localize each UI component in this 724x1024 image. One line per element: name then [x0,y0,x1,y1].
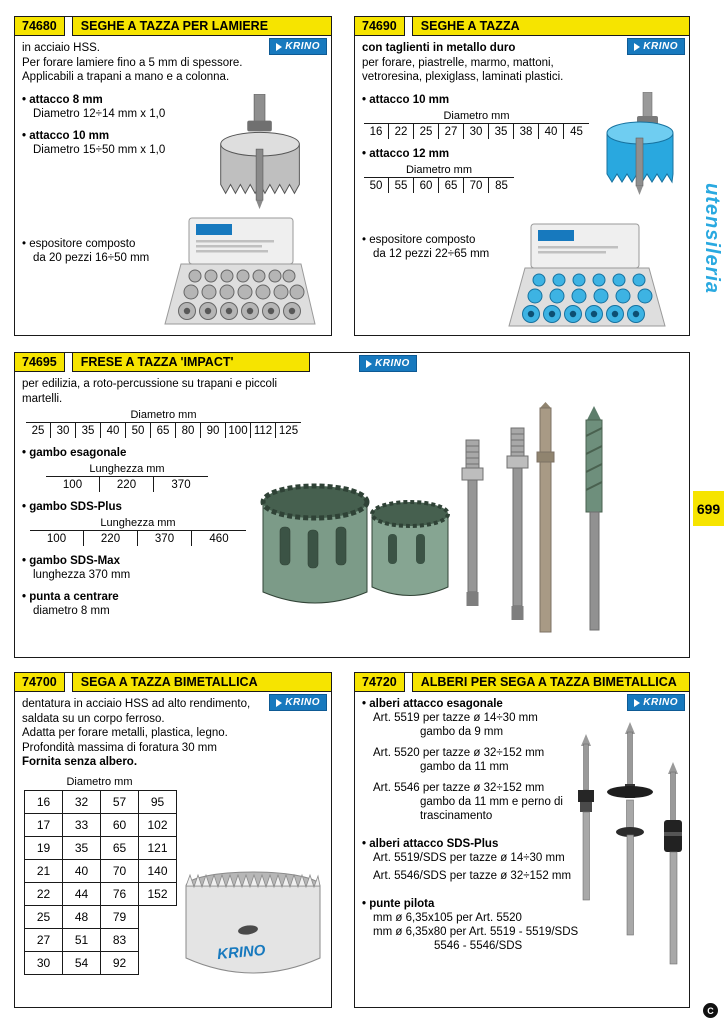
diameter-value: 55 [389,178,414,193]
description-line: con taglienti in metallo duro [362,42,516,54]
length-value: 220 [100,477,154,492]
sidebar-category-label: utensileria [701,183,723,295]
krino-logo-mark-icon [276,43,282,51]
diameter-value: 38 [514,124,539,139]
table-row [25,813,177,836]
section-content [355,36,689,335]
product-brand-text: KRINO [216,941,267,964]
feature-text: Diametro 15÷50 mm x 1,0 [33,143,166,156]
product-section-74700 [14,672,332,1008]
diameter-value: 16 [364,124,389,139]
description-line: Fornita senza albero. [22,756,138,768]
feature-title: • gambo esagonale [22,446,682,460]
feature-text: Art. 5519 per tazze ø 14÷30 mm [373,712,538,724]
table-row [25,951,177,974]
table-row [25,882,177,905]
krino-logo-mark-icon [366,360,372,368]
section-content [15,372,689,657]
feature-title: • espositore composto [22,237,162,251]
diameter-cell: 35 [63,836,101,859]
page-number-tab [693,491,724,526]
diameter-value: 70 [464,178,489,193]
feature-title: • attacco 12 mm [362,147,682,161]
diameter-value: 40 [101,423,126,438]
section-header [15,353,689,372]
diameter-cell: 33 [63,813,101,836]
length-value: 100 [30,531,84,546]
feature-text: Art. 5546/SDS per tazze ø 32÷152 mm [373,870,572,882]
diameter-value: 65 [439,178,464,193]
length-value: 220 [84,531,138,546]
feature-text: Diametro 12÷14 mm x 1,0 [33,107,166,120]
diameter-cell-empty [139,951,177,974]
diameter-row [364,177,514,193]
table-row [25,790,177,813]
diameter-cell: 30 [25,951,63,974]
product-section-74695 [14,352,690,658]
description-line: in acciaio HSS. [22,42,100,54]
catalog-code: 74720 [355,673,405,692]
krino-logo [627,38,685,55]
feature-text: Art. 5519/SDS per tazze ø 14÷30 mm [373,852,565,864]
section-title: ALBERI PER SEGA A TAZZA BIMETALLICA [412,673,689,692]
diameter-cell: 70 [101,859,139,882]
catalog-code: 74680 [15,17,65,36]
krino-logo-text: KRINO [285,41,320,52]
diameter-cell: 21 [25,859,63,882]
diameter-value: 45 [570,125,583,138]
feature-item [22,237,162,265]
length-value: 100 [46,477,100,492]
section-content [15,692,331,1007]
feature-title: • alberi attacco SDS-Plus [362,837,682,851]
diameter-value: 35 [489,124,514,139]
diameter-value: 60 [414,178,439,193]
feature-title: • espositore composto [362,233,502,247]
feature-title: • attacco 10 mm [362,93,682,107]
diameter-value: 112 [251,423,276,438]
feature-title: • punte pilota [362,897,682,911]
table-row [25,859,177,882]
diameter-value: 27 [439,124,464,139]
feature-text: mm ø 6,35x105 per Art. 5520 [373,912,522,924]
length-table [30,517,246,546]
description-line: per forare, piastrelle, marmo, mattoni, [362,56,554,69]
feature-title: • gambo SDS-Max [22,554,682,568]
diameter-cell: 92 [101,951,139,974]
feature-text: lunghezza 370 mm [33,569,131,581]
feature-text: gambo da 9 mm [420,726,504,738]
length-table [46,463,208,492]
product-image-hole-saw-carbide [593,92,687,208]
feature-title: • alberi attacco esagonale [362,697,682,711]
copyright-icon: C [703,1003,718,1018]
length-row [30,530,246,546]
diameter-header: Diametro mm [405,163,472,176]
diameter-cell: 48 [63,905,101,928]
product-section-74680 [14,16,332,336]
section-header [355,673,689,692]
feature-title: • attacco 10 mm [22,129,324,143]
diameter-cell: 51 [63,928,101,951]
diameter-cell: 140 [139,859,177,882]
diameter-value: 125 [278,425,299,437]
krino-logo [269,694,327,711]
catalog-code: 74690 [355,17,405,36]
diameter-table [364,110,589,139]
page-number: 699 [696,500,721,517]
diameter-value: 30 [51,423,76,438]
diameter-cell: 79 [101,905,139,928]
krino-logo [627,694,685,711]
table-row [25,928,177,951]
table-row [25,836,177,859]
diameter-value: 22 [389,124,414,139]
description-line: vetroresina, plexiglass, laminati plastici. [362,71,564,83]
product-section-74720 [354,672,690,1008]
description-line: dentatura in acciaio HSS ad alto rendimento, [22,698,251,710]
length-header: Lunghezza mm [100,517,176,529]
diameter-value: 25 [26,423,51,438]
description-line: Adatta per forare metalli, plastica, legno. [22,727,228,739]
product-image-hole-saw-hss [203,94,321,214]
diameter-cell: 19 [25,836,63,859]
section-content [355,692,689,1007]
feature-title: • attacco 8 mm [22,93,324,107]
product-section-74690 [354,16,690,336]
diameter-cell: 57 [101,790,139,813]
description-line: Profondità massima di foratura 30 mm [22,741,217,754]
diameter-cell-empty [139,905,177,928]
diameter-value: 50 [364,178,389,193]
diameter-cell: 60 [101,813,139,836]
feature-title: • punta a centrare [22,590,682,604]
krino-logo-mark-icon [634,43,640,51]
diameter-cell: 32 [63,790,101,813]
feature-text: da 12 pezzi 22÷65 mm [373,247,490,260]
feature-text: Art. 5520 per tazze ø 32÷152 mm [373,747,545,759]
table-row [25,905,177,928]
diameter-cell: 22 [25,882,63,905]
section-title: FRESE A TAZZA 'IMPACT' [72,353,310,372]
diameter-cell: 27 [25,928,63,951]
diameter-value: 100 [226,423,251,438]
feature-text: gambo da 11 mm [420,761,509,773]
feature-text: trascinamento [420,810,493,822]
length-header: Lunghezza mm [89,463,165,475]
diameter-value: 25 [414,124,439,139]
description-line: per edilizia, a roto-percussione su trapani e piccoli [22,378,278,390]
krino-logo-text: KRINO [375,358,410,369]
feature-item [362,233,502,261]
diameter-cell: 76 [101,882,139,905]
krino-logo-mark-icon [276,699,282,707]
section-title: SEGHE A TAZZA [412,17,689,36]
diameter-table [364,164,514,193]
krino-logo-text: KRINO [643,41,678,52]
diameter-cell: 54 [63,951,101,974]
description-line: saldata su un corpo ferroso. [22,712,165,725]
length-value: 370 [171,479,191,491]
section-title: SEGHE A TAZZA PER LAMIERE [72,17,331,36]
description-line: Per forare lamiere fino a 5 mm di spessore. [22,56,243,69]
diameter-value: 30 [464,124,489,139]
diameter-header: Diametro mm [130,409,197,421]
feature-text: 5546 - 5546/SDS [434,940,523,952]
description-line: martelli. [22,392,63,405]
diameter-cell: 121 [139,836,177,859]
diameter-cell: 65 [101,836,139,859]
length-value: 460 [209,533,229,545]
diameter-header: Diametro mm [66,775,133,788]
diameter-cell: 95 [139,790,177,813]
krino-logo-text: KRINO [285,697,320,708]
diameter-cell: 102 [139,813,177,836]
section-header [15,673,331,692]
diameter-cell: 152 [139,882,177,905]
length-value: 370 [138,531,192,546]
diameter-value: 90 [201,423,226,438]
feature-text: da 20 pezzi 16÷50 mm [33,251,150,264]
product-image-display-stand-carbide [501,222,673,332]
diameter-cell: 17 [25,813,63,836]
diameter-value: 80 [176,423,201,438]
krino-logo-text: KRINO [643,697,678,708]
diameter-value: 35 [76,423,101,438]
diameter-value: 40 [539,124,564,139]
section-header [15,17,331,36]
krino-logo [359,355,417,372]
diameter-cell-empty [139,928,177,951]
product-image-arbors [570,720,688,1000]
feature-title: • gambo SDS-Plus [22,500,682,514]
krino-logo [269,38,327,55]
catalog-code: 74695 [15,353,65,372]
diameter-value: 50 [126,423,151,438]
feature-text: mm ø 6,35x80 per Art. 5519 - 5519/SDS [373,926,579,938]
diameter-cell: 83 [101,928,139,951]
diameter-table [24,790,177,975]
product-image-display-stand-hss [155,216,325,331]
diameter-value: 65 [151,423,176,438]
product-image-impact-core-cutters [250,402,682,652]
section-content [15,36,331,335]
feature-text: diametro 8 mm [33,605,110,617]
diameter-value: 85 [495,179,508,192]
diameter-cell: 44 [63,882,101,905]
diameter-row [364,123,589,139]
section-header [355,17,689,36]
length-row [46,476,208,492]
feature-text: gambo da 11 mm e perno di [420,796,563,808]
diameter-header: Diametro mm [443,109,510,122]
diameter-cell: 16 [25,790,63,813]
diameter-cell: 40 [63,859,101,882]
diameter-cell: 25 [25,905,63,928]
feature-text: Art. 5546 per tazze ø 32÷152 mm [373,782,545,794]
description-line: Applicabili a trapani a mano e a colonna. [22,71,230,83]
krino-logo-mark-icon [634,699,640,707]
catalog-code: 74700 [15,673,65,692]
product-image-bimetal-hole-saw [177,830,329,998]
section-title: SEGA A TAZZA BIMETALLICA [72,673,331,692]
